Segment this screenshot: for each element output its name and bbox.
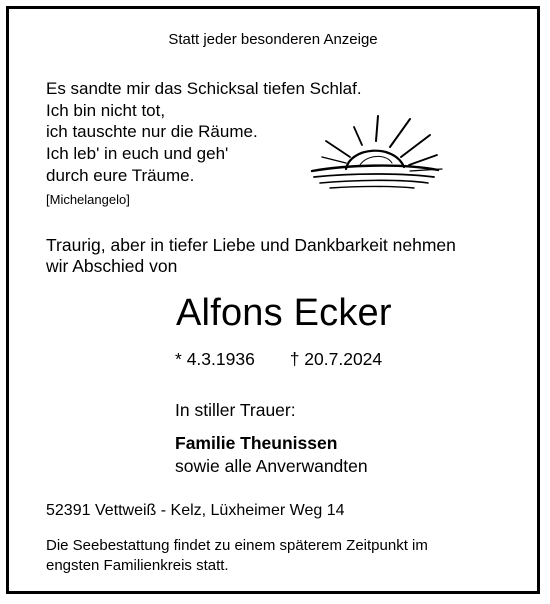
poem-line: durch eure Träume.: [46, 165, 195, 185]
mourning-heading: In stiller Trauer:: [175, 400, 296, 420]
intro-text: [46, 235, 456, 277]
birth-date: 4.3.1936: [186, 349, 255, 369]
birth-symbol: *: [175, 349, 182, 369]
poem-attribution: [Michelangelo]: [46, 192, 130, 207]
death-symbol: †: [289, 349, 300, 369]
notice-line: engsten Familienkreis statt.: [46, 557, 229, 574]
deceased-name: Alfons Ecker: [176, 292, 392, 334]
sunset-icon: [306, 113, 446, 191]
family-name: Familie Theunissen: [175, 433, 338, 453]
death-date: 20.7.2024: [304, 349, 383, 369]
poem-line: Ich bin nicht tot,: [46, 100, 166, 120]
obituary-card: [6, 6, 540, 594]
poem-line: ich tauschte nur die Räume.: [46, 122, 258, 142]
notice-line: Die Seebestattung findet zu einem späterem Zeitpunkt im: [46, 537, 428, 554]
burial-notice: [46, 536, 428, 576]
poem-line: Ich leb' in euch und geh': [46, 144, 229, 164]
header-notice: Statt jeder besonderen Anzeige: [168, 31, 378, 48]
address: 52391 Vettweiß - Kelz, Lüxheimer Weg 14: [46, 502, 345, 519]
relatives-text: sowie alle Anverwandten: [175, 456, 368, 476]
life-dates: [175, 349, 382, 370]
intro-line: wir Abschied von: [46, 256, 178, 276]
intro-line: Traurig, aber in tiefer Liebe und Dankbarkeit nehmen: [46, 235, 456, 255]
poem-line: Es sandte mir das Schicksal tiefen Schlaf.: [46, 79, 362, 98]
